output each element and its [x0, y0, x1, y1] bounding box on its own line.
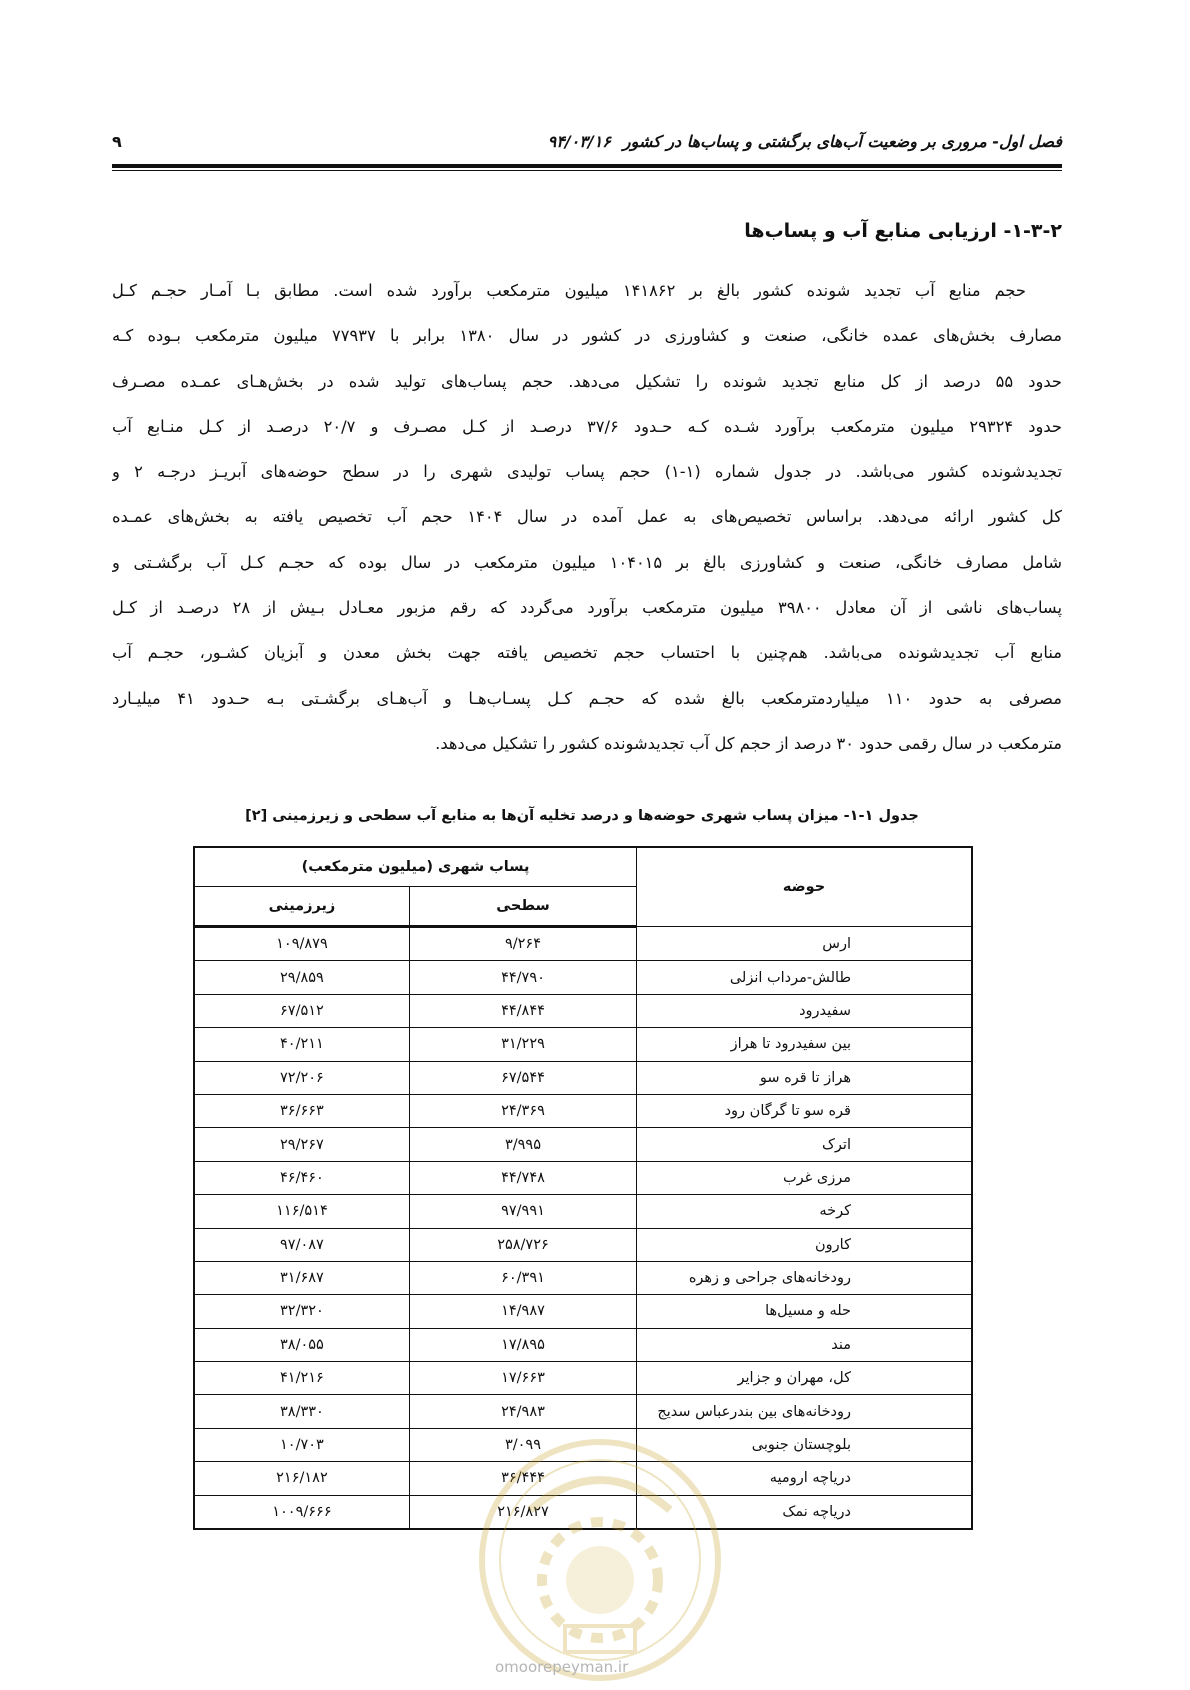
gear-hub	[566, 1546, 634, 1614]
surface-value-cell: ۳/۹۹۵	[409, 1128, 636, 1161]
table-row	[194, 1395, 972, 1428]
basin-cell: دریاچه نمک	[637, 1495, 972, 1529]
running-header	[548, 132, 1062, 151]
table-row	[194, 994, 972, 1027]
table-row	[194, 1061, 972, 1094]
underground-value-cell: ۳۸/۳۳۰	[194, 1395, 409, 1428]
surface-value-cell: ۳/۰۹۹	[409, 1428, 636, 1461]
page-number: ۹	[112, 132, 122, 151]
paragraph-line: تجدیدشونده کشور می‌باشد. در جدول شماره (۱-۱) حجم پساب تولیدی شهری را در سطح حوضه‌های آبریـز درجـه ۲ و	[112, 462, 1062, 482]
table-row	[194, 1328, 972, 1361]
header-urban-wastewater: پساب شهری (میلیون مترمکعب)	[194, 847, 637, 887]
watermark-stamp-icon	[470, 1430, 730, 1690]
paragraph-line: حدود ۵۵ درصد از کل منابع تجدید شونده را تشکیل می‌دهد. حجم پساب‌های تولید شده در بخش‌هـای عمـده مصـرف	[112, 371, 1062, 391]
surface-value-cell: ۲۴/۳۶۹	[409, 1094, 636, 1127]
basin-cell: اترک	[637, 1128, 972, 1161]
watermark-url: omoorepeyman.ir	[495, 1658, 629, 1676]
header-date: ۹۴/۰۳/۱۶	[547, 132, 611, 151]
table-row	[194, 961, 972, 994]
table-row	[194, 1195, 972, 1228]
underground-value-cell: ۱۱۶/۵۱۴	[194, 1195, 409, 1228]
basin-cell: قره سو تا گرگان رود	[637, 1094, 972, 1127]
underground-value-cell: ۳۱/۶۸۷	[194, 1261, 409, 1294]
section-title: ۱-۳-۲- ارزیابی منابع آب و پساب‌ها	[744, 220, 1062, 242]
basin-cell: کرخه	[637, 1195, 972, 1228]
surface-value-cell: ۴۴/۸۴۴	[409, 994, 636, 1027]
underground-value-cell: ۴۰/۲۱۱	[194, 1028, 409, 1061]
surface-value-cell: ۳۱/۲۲۹	[409, 1028, 636, 1061]
header-basin: حوضه	[637, 847, 972, 927]
body-paragraph	[112, 268, 1062, 766]
table-row	[194, 927, 972, 961]
underground-value-cell: ۶۷/۵۱۲	[194, 994, 409, 1027]
table-row	[194, 1228, 972, 1261]
basin-cell: رودخانه‌های جراحی و زهره	[637, 1261, 972, 1294]
basin-cell: بلوچستان جنوبی	[637, 1428, 972, 1461]
paragraph-line: حدود ۲۹۳۲۴ میلیون مترمکعب برآورد شـده کـه حـدود ۳۷/۶ درصـد از کـل مصـرف و ۲۰/۷ درصـد از کـل منـابع آب	[112, 416, 1062, 436]
underground-value-cell: ۱۰/۷۰۳	[194, 1428, 409, 1461]
header-rule-thin	[112, 170, 1062, 171]
surface-value-cell: ۴۴/۷۹۰	[409, 961, 636, 994]
underground-value-cell: ۴۱/۲۱۶	[194, 1362, 409, 1395]
surface-value-cell: ۴۴/۷۴۸	[409, 1161, 636, 1194]
table-row	[194, 1261, 972, 1294]
table-row	[194, 1128, 972, 1161]
page-header	[112, 128, 1062, 168]
table-row	[194, 1161, 972, 1194]
underground-value-cell: ۲۱۶/۱۸۲	[194, 1462, 409, 1495]
underground-value-cell: ۹۷/۰۸۷	[194, 1228, 409, 1261]
surface-value-cell: ۶۰/۳۹۱	[409, 1261, 636, 1294]
paragraph-line: شامل مصارف خانگی، صنعت و کشاورزی بالغ بر ۱۰۴۰۱۵ میلیون مترمکعب در سال بوده که حجـم کـل آب برگشـتی و	[112, 552, 1062, 572]
basin-cell: دریاچه ارومیه	[637, 1462, 972, 1495]
basin-cell: رودخانه‌های بین بندرعباس سدیج	[637, 1395, 972, 1428]
underground-value-cell: ۱۰۹/۸۷۹	[194, 927, 409, 961]
surface-value-cell: ۶۷/۵۴۴	[409, 1061, 636, 1094]
underground-value-cell: ۷۲/۲۰۶	[194, 1061, 409, 1094]
basin-cell: کارون	[637, 1228, 972, 1261]
basin-cell: هراز تا قره سو	[637, 1061, 972, 1094]
underground-value-cell: ۴۶/۴۶۰	[194, 1161, 409, 1194]
underground-value-cell: ۳۸/۰۵۵	[194, 1328, 409, 1361]
paragraph-line: کل کشور ارائه می‌دهد. براساس تخصیص‌های به عمل آمده در سال ۱۴۰۴ حجم آب تخصیص یافته به بخش‌های عمـده	[112, 507, 1062, 527]
table-row	[194, 1295, 972, 1328]
table-caption: جدول ۱-۱- میزان پساب شهری حوضه‌ها و درصد تخلیه آن‌ها به منابع آب سطحی و زیرزمینی [۲]	[245, 808, 919, 824]
paragraph-line: مترمکعب در سال رقمی حدود ۳۰ درصد از حجم کل آب تجدیدشونده کشور را تشکیل می‌دهد.	[435, 733, 1062, 753]
underground-value-cell: ۳۲/۳۲۰	[194, 1295, 409, 1328]
wastewater-table	[193, 846, 973, 1530]
underground-value-cell: ۱۰۰۹/۶۶۶	[194, 1495, 409, 1529]
basin-cell: بین سفیدرود تا هراز	[637, 1028, 972, 1061]
header-surface: سطحی	[409, 887, 636, 927]
surface-value-cell: ۳۶/۴۴۴	[409, 1462, 636, 1495]
surface-value-cell: ۱۴/۹۸۷	[409, 1295, 636, 1328]
underground-value-cell: ۲۹/۲۶۷	[194, 1128, 409, 1161]
header-rule-thick	[112, 164, 1062, 168]
surface-value-cell: ۱۷/۸۹۵	[409, 1328, 636, 1361]
paragraph-line: حجم منابع آب تجدید شونده کشور بالغ بر ۱۴۱۸۶۲ میلیون مترمکعب برآورد شده است. مطابق بـا آمـار حجـم کـل	[112, 281, 1026, 300]
table-row	[194, 1362, 972, 1395]
surface-value-cell: ۲۵۸/۷۲۶	[409, 1228, 636, 1261]
header-title: فصل اول- مروری بر وضعیت آب‌های برگشتی و پساب‌ها در کشور	[622, 132, 1062, 151]
basin-cell: سفیدرود	[637, 994, 972, 1027]
surface-value-cell: ۱۷/۶۶۳	[409, 1362, 636, 1395]
table-row	[194, 1094, 972, 1127]
header-underground: زیرزمینی	[194, 887, 409, 927]
basin-cell: مرزی غرب	[637, 1161, 972, 1194]
basin-cell: کل، مهران و جزایر	[637, 1362, 972, 1395]
paragraph-line: مصرفی به حدود ۱۱۰ میلیاردمترمکعب بالغ شده که حجـم کـل پسـاب‌هـا و آب‌هـای برگشـتی بـه حـدود ۴۱ میلیـارد	[112, 688, 1062, 708]
table-row	[194, 1028, 972, 1061]
paragraph-line: مصارف بخش‌های عمده خانگی، صنعت و کشاورزی در کشور در سال ۱۳۸۰ برابر با ۷۷۹۳۷ میلیون مترمکعب بـوده کـه	[112, 326, 1062, 346]
surface-value-cell: ۹/۲۶۴	[409, 927, 636, 961]
stamp-arc-lettering	[530, 1480, 670, 1510]
surface-value-cell: ۹۷/۹۹۱	[409, 1195, 636, 1228]
underground-value-cell: ۲۹/۸۵۹	[194, 961, 409, 994]
paragraph-line: پساب‌های ناشی از آن معادل ۳۹۸۰۰ میلیون مترمکعب برآورد می‌گردد که رقم مزبور معـادل بـیش از ۲۸ درصـد از کـل	[112, 598, 1062, 618]
paragraph-line: منابع آب تجدیدشونده می‌باشد. هم‌چنین با احتساب حجم تخصیص یافته جهت بخش معدن و آبزیان کشـور، حجـم آب	[112, 643, 1062, 663]
surface-value-cell: ۲۴/۹۸۳	[409, 1395, 636, 1428]
basin-cell: ارس	[637, 927, 972, 961]
basin-cell: طالش-مرداب انزلی	[637, 961, 972, 994]
surface-value-cell: ۲۱۶/۸۲۷	[409, 1495, 636, 1529]
underground-value-cell: ۳۶/۶۶۳	[194, 1094, 409, 1127]
basin-cell: حله و مسیل‌ها	[637, 1295, 972, 1328]
basin-cell: مند	[637, 1328, 972, 1361]
